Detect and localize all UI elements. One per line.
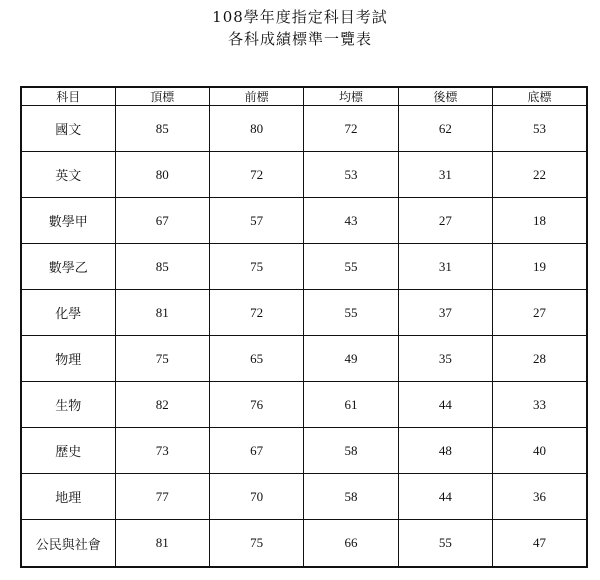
- score-standards-table: [20, 86, 588, 568]
- score-cell: 55: [398, 520, 492, 567]
- subject-cell: 歷史: [21, 428, 115, 474]
- score-cell: 44: [398, 382, 492, 428]
- score-cell: 58: [304, 428, 398, 474]
- title-block: [0, 6, 600, 50]
- score-cell: 62: [398, 106, 492, 152]
- table-row: [21, 336, 587, 382]
- score-cell: 85: [115, 244, 209, 290]
- score-cell: 55: [304, 290, 398, 336]
- score-cell: 65: [209, 336, 303, 382]
- score-cell: 72: [304, 106, 398, 152]
- score-cell: 67: [209, 428, 303, 474]
- score-cell: 36: [493, 474, 587, 520]
- header-subject: 科目: [21, 87, 115, 106]
- score-cell: 43: [304, 198, 398, 244]
- table-row: [21, 428, 587, 474]
- table-row: [21, 244, 587, 290]
- score-cell: 28: [493, 336, 587, 382]
- score-cell: 72: [209, 290, 303, 336]
- score-cell: 72: [209, 152, 303, 198]
- header-bottom: 底標: [493, 87, 587, 106]
- score-cell: 33: [493, 382, 587, 428]
- score-cell: 27: [398, 198, 492, 244]
- page-title: 108學年度指定科目考試: [212, 8, 388, 26]
- table-row: [21, 290, 587, 336]
- header-average: 均標: [304, 87, 398, 106]
- score-cell: 37: [398, 290, 492, 336]
- table-header-row: [21, 87, 587, 106]
- score-cell: 85: [115, 106, 209, 152]
- score-cell: 66: [304, 520, 398, 567]
- score-cell: 22: [493, 152, 587, 198]
- table-row: [21, 198, 587, 244]
- score-cell: 76: [209, 382, 303, 428]
- table-row: [21, 152, 587, 198]
- subject-cell: 生物: [21, 382, 115, 428]
- header-top: 頂標: [115, 87, 209, 106]
- score-cell: 31: [398, 152, 492, 198]
- subject-cell: 國文: [21, 106, 115, 152]
- subject-cell: 數學甲: [21, 198, 115, 244]
- score-cell: 48: [398, 428, 492, 474]
- score-cell: 40: [493, 428, 587, 474]
- subject-cell: 物理: [21, 336, 115, 382]
- score-cell: 81: [115, 290, 209, 336]
- subject-cell: 地理: [21, 474, 115, 520]
- score-cell: 75: [209, 244, 303, 290]
- subject-cell: 數學乙: [21, 244, 115, 290]
- score-cell: 80: [115, 152, 209, 198]
- score-cell: 35: [398, 336, 492, 382]
- score-cell: 82: [115, 382, 209, 428]
- score-cell: 18: [493, 198, 587, 244]
- score-cell: 80: [209, 106, 303, 152]
- score-cell: 31: [398, 244, 492, 290]
- table-row: [21, 474, 587, 520]
- score-cell: 55: [304, 244, 398, 290]
- score-cell: 44: [398, 474, 492, 520]
- score-cell: 27: [493, 290, 587, 336]
- score-cell: 58: [304, 474, 398, 520]
- score-cell: 67: [115, 198, 209, 244]
- table-row: [21, 106, 587, 152]
- score-cell: 47: [493, 520, 587, 567]
- score-cell: 57: [209, 198, 303, 244]
- score-cell: 77: [115, 474, 209, 520]
- table-row: [21, 520, 587, 567]
- page-subtitle: 各科成績標準一覽表: [227, 30, 372, 48]
- score-cell: 75: [115, 336, 209, 382]
- subject-cell: 化學: [21, 290, 115, 336]
- subject-cell: 公民與社會: [21, 520, 115, 567]
- subject-cell: 英文: [21, 152, 115, 198]
- score-cell: 75: [209, 520, 303, 567]
- table-row: [21, 382, 587, 428]
- score-cell: 19: [493, 244, 587, 290]
- score-cell: 70: [209, 474, 303, 520]
- header-front: 前標: [209, 87, 303, 106]
- score-cell: 81: [115, 520, 209, 567]
- header-back: 後標: [398, 87, 492, 106]
- score-cell: 53: [493, 106, 587, 152]
- score-cell: 73: [115, 428, 209, 474]
- score-cell: 61: [304, 382, 398, 428]
- score-cell: 53: [304, 152, 398, 198]
- score-cell: 49: [304, 336, 398, 382]
